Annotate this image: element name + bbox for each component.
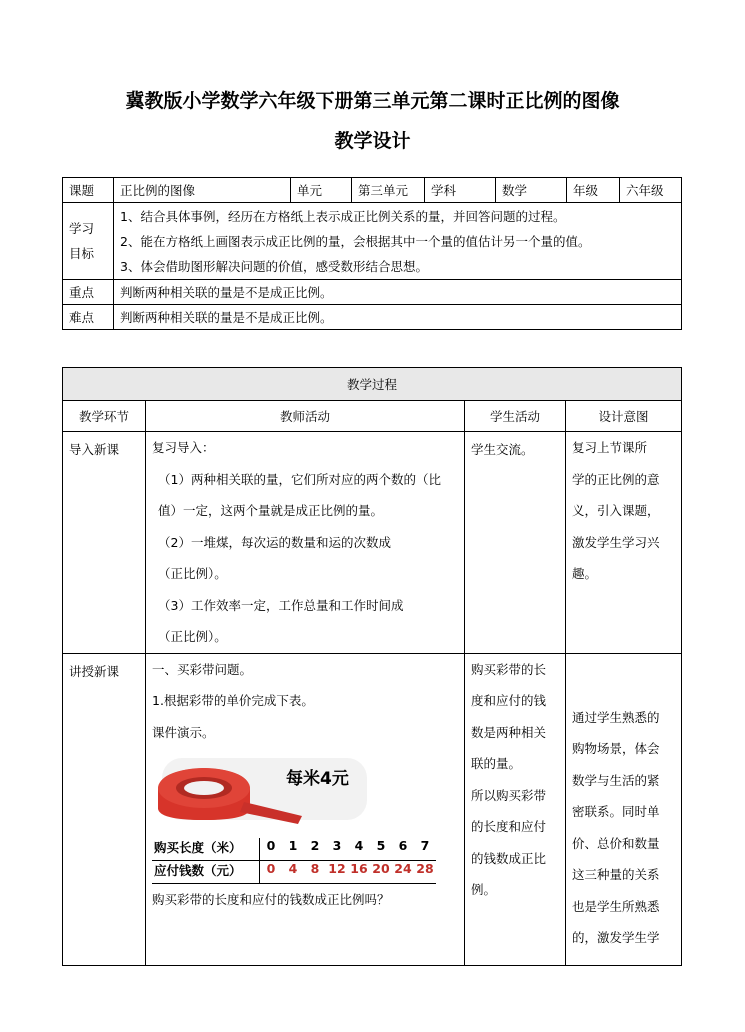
intro-stage: 导入新课 xyxy=(63,432,146,654)
intro-intent: 复习上节课所 学的正比例的意 义，引入课题， 激发学生学习兴 趣。 xyxy=(566,432,682,654)
key-label: 重点 xyxy=(63,280,114,305)
cost-cell: 0 xyxy=(260,861,283,884)
length-cell: 3 xyxy=(326,838,348,861)
cost-cell: 12 xyxy=(326,861,348,884)
goals-label: 学习 目标 xyxy=(63,203,114,280)
price-table xyxy=(152,838,436,884)
col-stage: 教学环节 xyxy=(63,401,146,432)
price-per-meter: 每米4元 xyxy=(286,769,349,789)
ribbon-illustration xyxy=(152,750,464,830)
intro-student: 学生交流。 xyxy=(465,432,566,654)
lesson-question: 购买彩带的长度和应付的钱数成正比例吗？ xyxy=(152,892,390,907)
lesson-intent: 通过学生熟悉的 购物场景，体会 数学与生活的紧 密联系。同时单 价、总价和数量 这三种量的关系 也是学生所熟悉 的，激发学生学 xyxy=(566,653,682,965)
goals-list xyxy=(114,203,682,280)
col-teacher: 教师活动 xyxy=(146,401,465,432)
lesson-student: 购买彩带的长 度和应付的钱 数是两种相关 联的量。 所以购买彩带 的长度和应付 的钱数成正比 例。 xyxy=(465,653,566,965)
process-header: 教学过程 xyxy=(63,368,682,401)
cost-cell: 8 xyxy=(304,861,326,884)
topic-value: 正比例的图像 xyxy=(114,178,291,203)
goal-item: 2、能在方格纸上画图表示成正比例的量，会根据其中一个量的值估计另一个量的值。 xyxy=(120,233,591,249)
col-student: 学生活动 xyxy=(465,401,566,432)
topic-label: 课题 xyxy=(63,178,114,203)
cost-cell: 20 xyxy=(370,861,392,884)
cost-label: 应付钱数（元） xyxy=(152,861,260,884)
subject-value: 数学 xyxy=(496,178,567,203)
lesson-stage: 讲授新课 xyxy=(63,653,146,965)
length-cell: 5 xyxy=(370,838,392,861)
length-cell: 6 xyxy=(392,838,414,861)
length-cell: 4 xyxy=(348,838,370,861)
goal-item: 1、结合具体事例，经历在方格纸上表示成正比例关系的量，并回答问题的过程。 xyxy=(120,208,566,224)
teaching-process-table xyxy=(62,367,682,966)
cost-cell: 24 xyxy=(392,861,414,884)
lesson-teacher: 一、买彩带问题。 1.根据彩带的单价完成下表。 课件演示。 每米4元 购买长度（米） 0 1 2 3 4 5 6 7 应付钱数（元） 0 4 8 12 16 20 24 28 购买彩带的长度和应付的钱数成正比例吗？ xyxy=(146,653,465,965)
cost-cell: 16 xyxy=(348,861,370,884)
difficulty-value: 判断两种相关联的量是不是成正比例。 xyxy=(114,305,682,330)
length-cell: 2 xyxy=(304,838,326,861)
lesson-info-table xyxy=(62,177,682,330)
goal-item: 3、体会借助图形解决问题的价值，感受数形结合思想。 xyxy=(120,258,428,274)
length-cell: 0 xyxy=(260,838,283,861)
col-intent: 设计意图 xyxy=(566,401,682,432)
subject-label: 学科 xyxy=(425,178,496,203)
length-cell: 7 xyxy=(414,838,436,861)
cost-cell: 28 xyxy=(414,861,436,884)
unit-label: 单元 xyxy=(291,178,352,203)
length-cell: 1 xyxy=(282,838,304,861)
intro-teacher: 复习导入： （1）两种相关联的量，它们所对应的两个数的（比 值）一定，这两个量就是成正比例的量。 （2）一堆煤，每次运的数量和运的次数成 （正比例）。 （3）工作效率一定，工作总量和工作时间成 （正比例）。 xyxy=(146,432,465,654)
document-title: 冀教版小学数学六年级下册第三单元第二课时正比例的图像 xyxy=(125,90,620,112)
unit-value: 第三单元 xyxy=(352,178,425,203)
document-subtitle: 教学设计 xyxy=(334,130,411,152)
grade-label: 年级 xyxy=(567,178,620,203)
cost-cell: 4 xyxy=(282,861,304,884)
key-value: 判断两种相关联的量是不是成正比例。 xyxy=(114,280,682,305)
difficulty-label: 难点 xyxy=(63,305,114,330)
length-label: 购买长度（米） xyxy=(152,838,260,861)
grade-value: 六年级 xyxy=(620,178,682,203)
